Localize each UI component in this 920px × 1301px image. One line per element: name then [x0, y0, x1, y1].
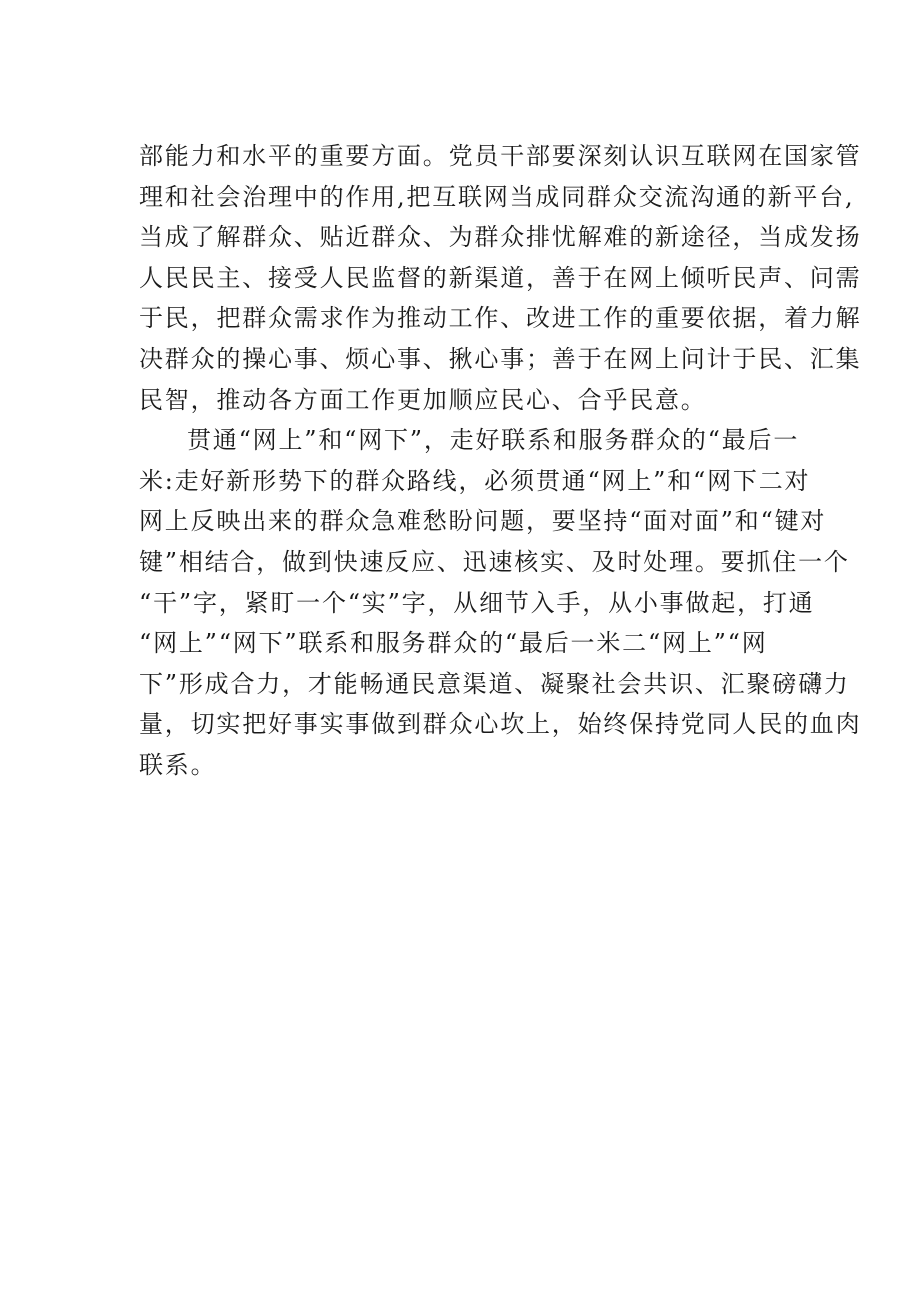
paragraph-line: 人民民主、接受人民监督的新渠道，善于在网上倾听民声、问需 — [139, 263, 862, 292]
paragraph-line: 理和社会治理中的作用,把互联网当成同群众交流沟通的新平台, — [139, 182, 855, 211]
paragraph-line: 部能力和水平的重要方面。党员干部要深刻认识互联网在国家管 — [139, 142, 862, 170]
paragraph-line: 键”相结合，做到快速反应、迅速核实、及时处理。要抓住一个 — [139, 547, 850, 576]
paragraph-line: 下”形成合力，才能畅通民意渠道、凝聚社会共识、汇聚磅礴力 — [139, 669, 850, 698]
paragraph-2 — [139, 420, 862, 785]
paragraph-line: “网上”“网下”联系和服务群众的“最后一米二“网上”“网 — [139, 629, 768, 658]
paragraph-line: 贯通“网上”和“网下”，走好联系和服务群众的“最后一 — [187, 426, 800, 455]
body-text — [139, 136, 862, 786]
paragraph-line: 联系。 — [139, 750, 217, 779]
paragraph-line: 于民，把群众需求作为推动工作、改进工作的重要依据，着力解 — [139, 304, 862, 333]
paragraph-1 — [139, 136, 862, 420]
paragraph-line: “干”字，紧盯一个“实”字，从细节入手，从小事做起，打通 — [139, 588, 815, 617]
paragraph-line: 网上反映出来的群众急难愁盼问题，要坚持“面对面”和“键对 — [139, 507, 827, 536]
paragraph-line: 决群众的操心事、烦心事、揪心事；善于在网上问计于民、汇集 — [139, 344, 862, 373]
paragraph-line: 米:走好新形势下的群众路线，必须贯通“网上”和“网下二对 — [139, 466, 811, 495]
paragraph-line: 量，切实把好事实事做到群众心坎上，始终保持党同人民的血肉 — [139, 710, 862, 739]
paragraph-line: 当成了解群众、贴近群众、为群众排忧解难的新途径，当成发扬 — [139, 223, 862, 252]
paragraph-line: 民智，推动各方面工作更加顺应民心、合乎民意。 — [139, 385, 707, 414]
